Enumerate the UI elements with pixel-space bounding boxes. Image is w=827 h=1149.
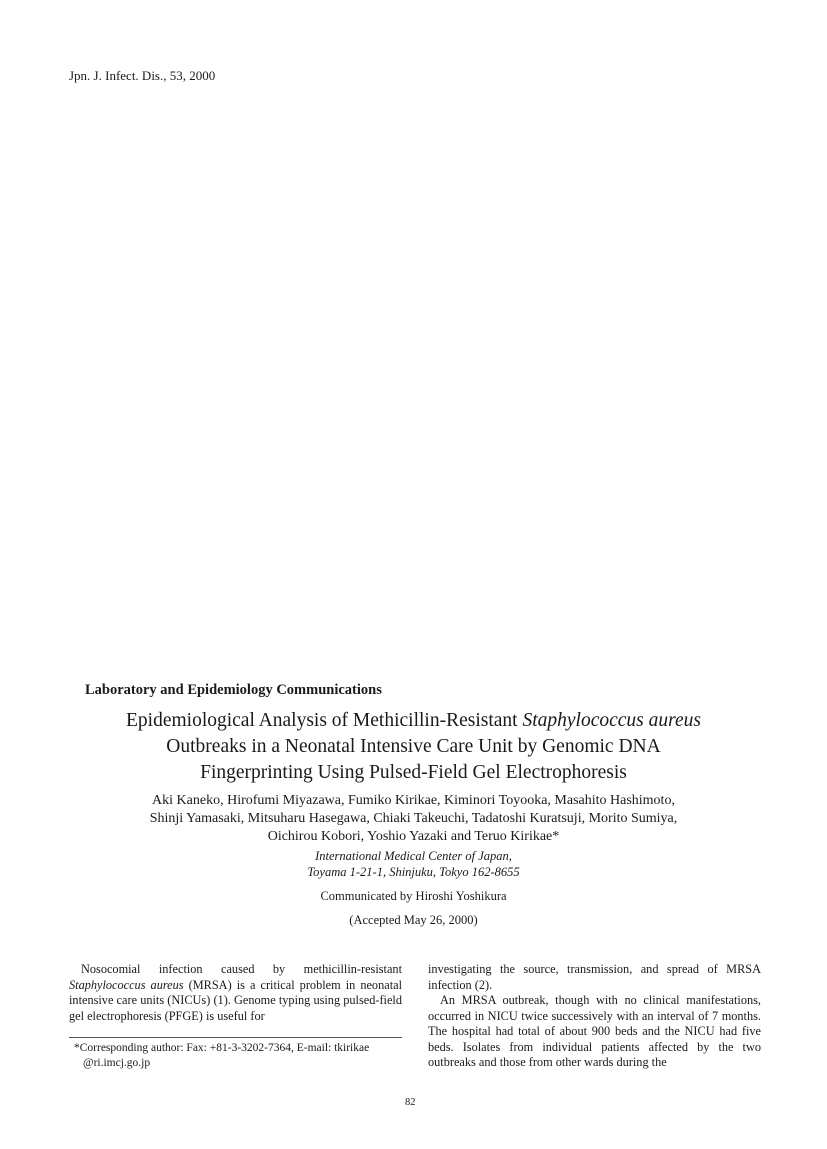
section-heading: Laboratory and Epidemiology Communications: [85, 682, 382, 698]
title-species-name: Staphylococcus aureus: [522, 710, 701, 731]
body-text: Nosocomial infection caused by methicillin-resistant: [81, 962, 402, 976]
author-line-1: Aki Kaneko, Hirofumi Miyazawa, Fumiko Kirikae, Kiminori Toyooka, Masahito Hashimoto,: [152, 793, 675, 808]
journal-citation: Jpn. J. Infect. Dis., 53, 2000: [69, 68, 216, 83]
title-line-1-text: Epidemiological Analysis of Methicillin-Resistant: [126, 710, 523, 731]
affiliation-line-2: Toyama 1-21-1, Shinjuku, Tokyo 162-8655: [307, 865, 520, 879]
body-paragraph: investigating the source, transmission, and spread of MRSA infection (2).: [428, 962, 761, 992]
body-paragraph: [69, 962, 402, 1024]
footnote-divider: [69, 1037, 402, 1038]
corresponding-author-note: *Corresponding author: Fax: +81-3-3202-7364, E-mail: tkirikae @ri.imcj.go.jp: [74, 1042, 370, 1069]
title-line-3: Fingerprinting Using Pulsed-Field Gel Electrophoresis: [200, 762, 627, 783]
author-line-3: Oichirou Kobori, Yoshio Yazaki and Teruo Kirikae*: [267, 829, 560, 844]
body-paragraph: An MRSA outbreak, though with no clinical manifestations, occurred in NICU twice successively with an interval of 7 months. The hospital had total of about 900 beds and the NICU had five beds. Isolates from individual patients affected by the two outbreaks and those from other wards during the: [428, 993, 761, 1069]
title-line-1: [60, 708, 767, 734]
communicated-by: Communicated by Hiroshi Yoshikura: [320, 889, 507, 903]
accepted-date: (Accepted May 26, 2000): [349, 913, 478, 927]
footnote: [69, 1041, 402, 1070]
article-title: [60, 708, 767, 786]
page-number: 82: [405, 1097, 416, 1108]
affiliation-line-1: International Medical Center of Japan,: [315, 849, 512, 863]
title-line-2: Outbreaks in a Neonatal Intensive Care Unit by Genomic DNA: [166, 736, 661, 757]
affiliation: [60, 848, 767, 880]
body-text: (MRSA) is a critical problem in neonatal intensive care units (NICUs) (1). Genome typing using pulsed-field gel electrophoresis (PFGE) is useful for: [69, 977, 402, 1023]
species-name: Staphylococcus aureus: [69, 977, 184, 992]
body-column-right: [428, 962, 761, 1071]
body-column-left: [69, 962, 402, 1024]
author-line-2: Shinji Yamasaki, Mitsuharu Hasegawa, Chiaki Takeuchi, Tadatoshi Kuratsuji, Morito Sumiya,: [149, 811, 678, 826]
author-list: [60, 792, 767, 846]
